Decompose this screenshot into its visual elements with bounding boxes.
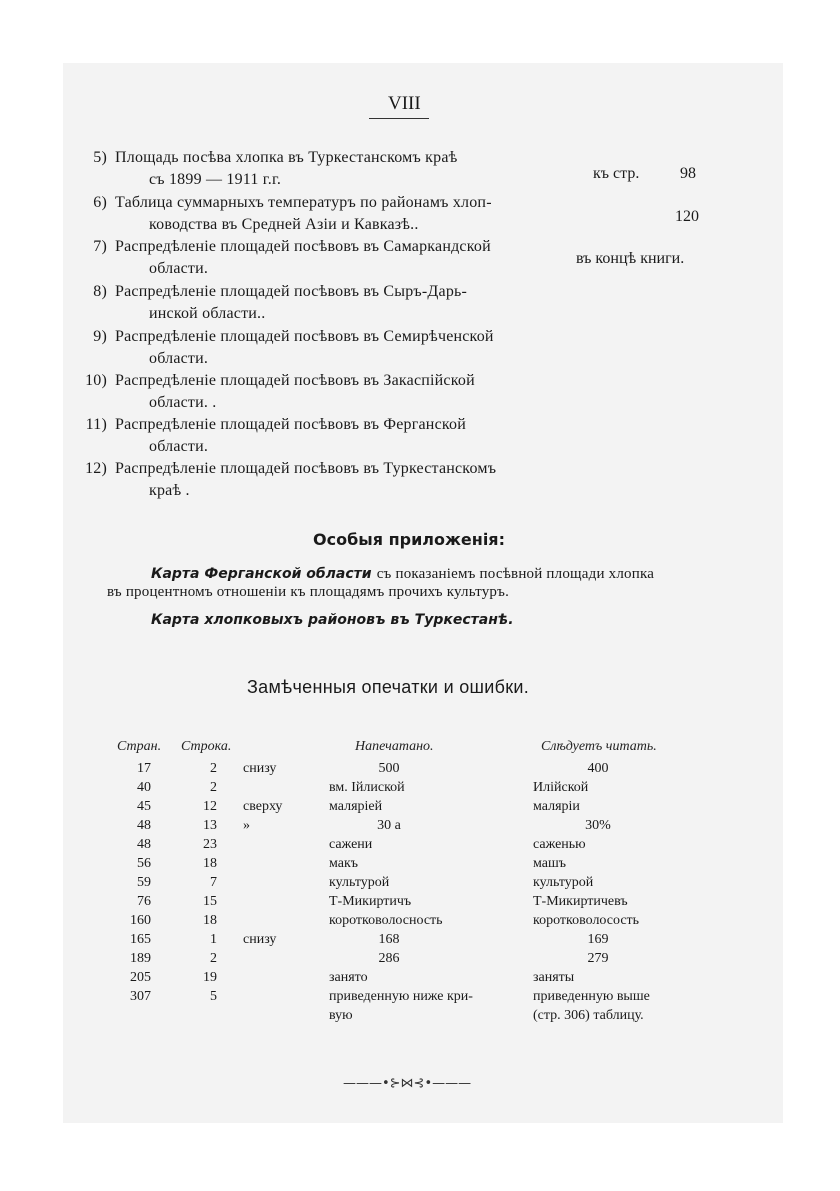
errata-cell-line: 15 xyxy=(203,894,217,909)
errata-cell-correct: саженью xyxy=(533,837,586,852)
errata-cell-correct: машъ xyxy=(533,856,566,871)
errata-cell-page: 160 xyxy=(130,913,151,928)
list-item-line2: ководства въ Средней Азіи и Кавказѣ.. xyxy=(149,216,419,233)
errata-cell-position: сверху xyxy=(243,799,283,814)
list-item-number: 6) xyxy=(93,194,107,211)
errata-cell-line: 5 xyxy=(210,989,217,1004)
errata-cell-correct: 169 xyxy=(587,932,609,947)
list-item-line2: инской области.. xyxy=(149,305,266,322)
list-item-line2: области. . xyxy=(149,394,217,411)
errata-cell-printed: культурой xyxy=(329,875,390,890)
document-page xyxy=(63,63,783,1123)
list-item-line2: области. xyxy=(149,260,209,277)
errata-cell-printed: приведенную ниже кри- xyxy=(329,989,473,1004)
errata-cell-correct: Т-Микиртичевъ xyxy=(533,894,628,909)
errata-cell-printed: Т-Микиртичъ xyxy=(329,894,412,909)
list-item-line1: Распредѣленіе площадей посѣвовъ въ Семирѣченской xyxy=(115,328,494,345)
errata-cell-correct: заняты xyxy=(533,970,575,985)
map1-title: Карта Ферганской области xyxy=(151,566,372,582)
errata-cell-position: снизу xyxy=(243,761,277,776)
errata-cell-page: 165 xyxy=(130,932,151,947)
list-item-ref-page: 98 xyxy=(680,165,696,182)
errata-col-page: Стран. xyxy=(117,739,162,754)
list-item-line1: Распредѣленіе площадей посѣвовъ въ Туркестанскомъ xyxy=(115,460,497,477)
list-item-number: 7) xyxy=(93,238,107,255)
errata-cell-correct: культурой xyxy=(533,875,594,890)
map1-line2: въ процентномъ отношеніи къ площадямъ прочихъ культуръ. xyxy=(107,584,510,600)
list-item-number: 12) xyxy=(85,460,107,477)
errata-cell-printed: сажени xyxy=(329,837,373,852)
errata-cell-line: 2 xyxy=(210,951,217,966)
list-item-number: 10) xyxy=(85,372,107,389)
list-item-ref-page: 120 xyxy=(675,208,699,225)
errata-cell-position: снизу xyxy=(243,932,277,947)
ornament-divider: ———•⊱⋈⊰•——— xyxy=(343,1076,472,1091)
errata-cell-line: 18 xyxy=(203,913,217,928)
errata-col-correct: Слѣдуетъ читать. xyxy=(541,739,657,754)
list-item-line2: краѣ . xyxy=(149,482,190,499)
errata-cell-page: 59 xyxy=(137,875,151,890)
errata-cell-printed: 500 xyxy=(378,761,400,776)
errata-cell-page: 307 xyxy=(130,989,151,1004)
errata-cell-printed: 168 xyxy=(378,932,400,947)
errata-cell-page: 205 xyxy=(130,970,151,985)
errata-cell-printed: вм. Ійлиской xyxy=(329,780,405,795)
errata-cell-line: 1 xyxy=(210,932,217,947)
list-item-line1: Распредѣленіе площадей посѣвовъ въ Самаркандской xyxy=(115,238,491,255)
errata-cell-printed: занято xyxy=(329,970,368,985)
errata-cell-printed: малярiей xyxy=(329,799,383,814)
special-appendices-heading: Особыя приложенія: xyxy=(313,530,505,549)
errata-cell-line: 13 xyxy=(203,818,217,833)
errata-cell-printed: 30 а xyxy=(377,818,401,833)
errata-cell-correct: Илійской xyxy=(533,780,589,795)
errata-cell-line: 7 xyxy=(210,875,217,890)
errata-cell-page: 45 xyxy=(137,799,151,814)
errata-cell-page: 17 xyxy=(137,761,151,776)
errata-cell-page: 56 xyxy=(137,856,151,871)
errata-cell-line: 12 xyxy=(203,799,217,814)
errata-cell-line: 19 xyxy=(203,970,217,985)
errata-col-printed: Напечатано. xyxy=(355,739,434,754)
errata-cell-page: 189 xyxy=(130,951,151,966)
list-item-line2: области. xyxy=(149,438,209,455)
errata-cell-correct: приведенную выше xyxy=(533,989,650,1004)
errata-cell-printed: вую xyxy=(329,1008,353,1023)
errata-cell-correct: малярiи xyxy=(533,799,580,814)
errata-heading: Замѣченныя опечатки и ошибки. xyxy=(247,677,530,697)
list-item-number: 11) xyxy=(85,416,107,433)
errata-cell-correct: 279 xyxy=(587,951,609,966)
errata-cell-page: 40 xyxy=(137,780,151,795)
errata-cell-line: 23 xyxy=(203,837,217,852)
errata-cell-correct: коротковолосость xyxy=(533,913,640,928)
list-item-ref-text: въ концѣ книги. xyxy=(576,250,685,267)
map1-line1 xyxy=(151,563,654,583)
page-number-rule xyxy=(369,118,429,119)
errata-cell-printed: коротковолосность xyxy=(329,913,443,928)
errata-cell-page: 76 xyxy=(137,894,151,909)
list-item-line1: Распредѣленіе площадей посѣвовъ въ Закаспійской xyxy=(115,372,475,389)
list-item-number: 5) xyxy=(93,149,107,166)
errata-cell-position: » xyxy=(243,818,250,833)
list-item-line1: Распредѣленіе площадей посѣвовъ въ Сыръ-Дарь- xyxy=(115,283,468,300)
errata-cell-page: 48 xyxy=(137,837,151,852)
errata-cell-printed: макъ xyxy=(329,856,359,871)
errata-cell-line: 2 xyxy=(210,761,217,776)
errata-cell-line: 18 xyxy=(203,856,217,871)
list-item-line1: Распредѣленіе площадей посѣвовъ въ Ферганской xyxy=(115,416,466,433)
list-item-line2: области. xyxy=(149,350,209,367)
errata-cell-correct: 400 xyxy=(587,761,609,776)
list-item-line2: съ 1899 — 1911 г.г. xyxy=(149,171,282,188)
list-item-line1: Площадь посѣва хлопка въ Туркестанскомъ краѣ xyxy=(115,149,458,166)
list-item-ref-text: къ стр. xyxy=(593,165,640,182)
errata-cell-printed: 286 xyxy=(378,951,400,966)
errata-cell-page: 48 xyxy=(137,818,151,833)
errata-cell-correct: (стр. 306) таблицу. xyxy=(533,1008,644,1023)
list-item-line1: Таблица суммарныхъ температуръ по районамъ хлоп- xyxy=(115,194,492,211)
list-item-number: 9) xyxy=(93,328,107,345)
errata-col-line: Строка. xyxy=(181,739,232,754)
map2-title: Карта хлопковыхъ районовъ въ Туркестанѣ. xyxy=(151,612,514,628)
map1-description: съ показаніемъ посѣвной площади хлопка xyxy=(376,566,655,582)
errata-cell-correct: 30% xyxy=(585,818,611,833)
page-number: VIII xyxy=(388,93,421,114)
errata-cell-line: 2 xyxy=(210,780,217,795)
list-item-number: 8) xyxy=(93,283,107,300)
